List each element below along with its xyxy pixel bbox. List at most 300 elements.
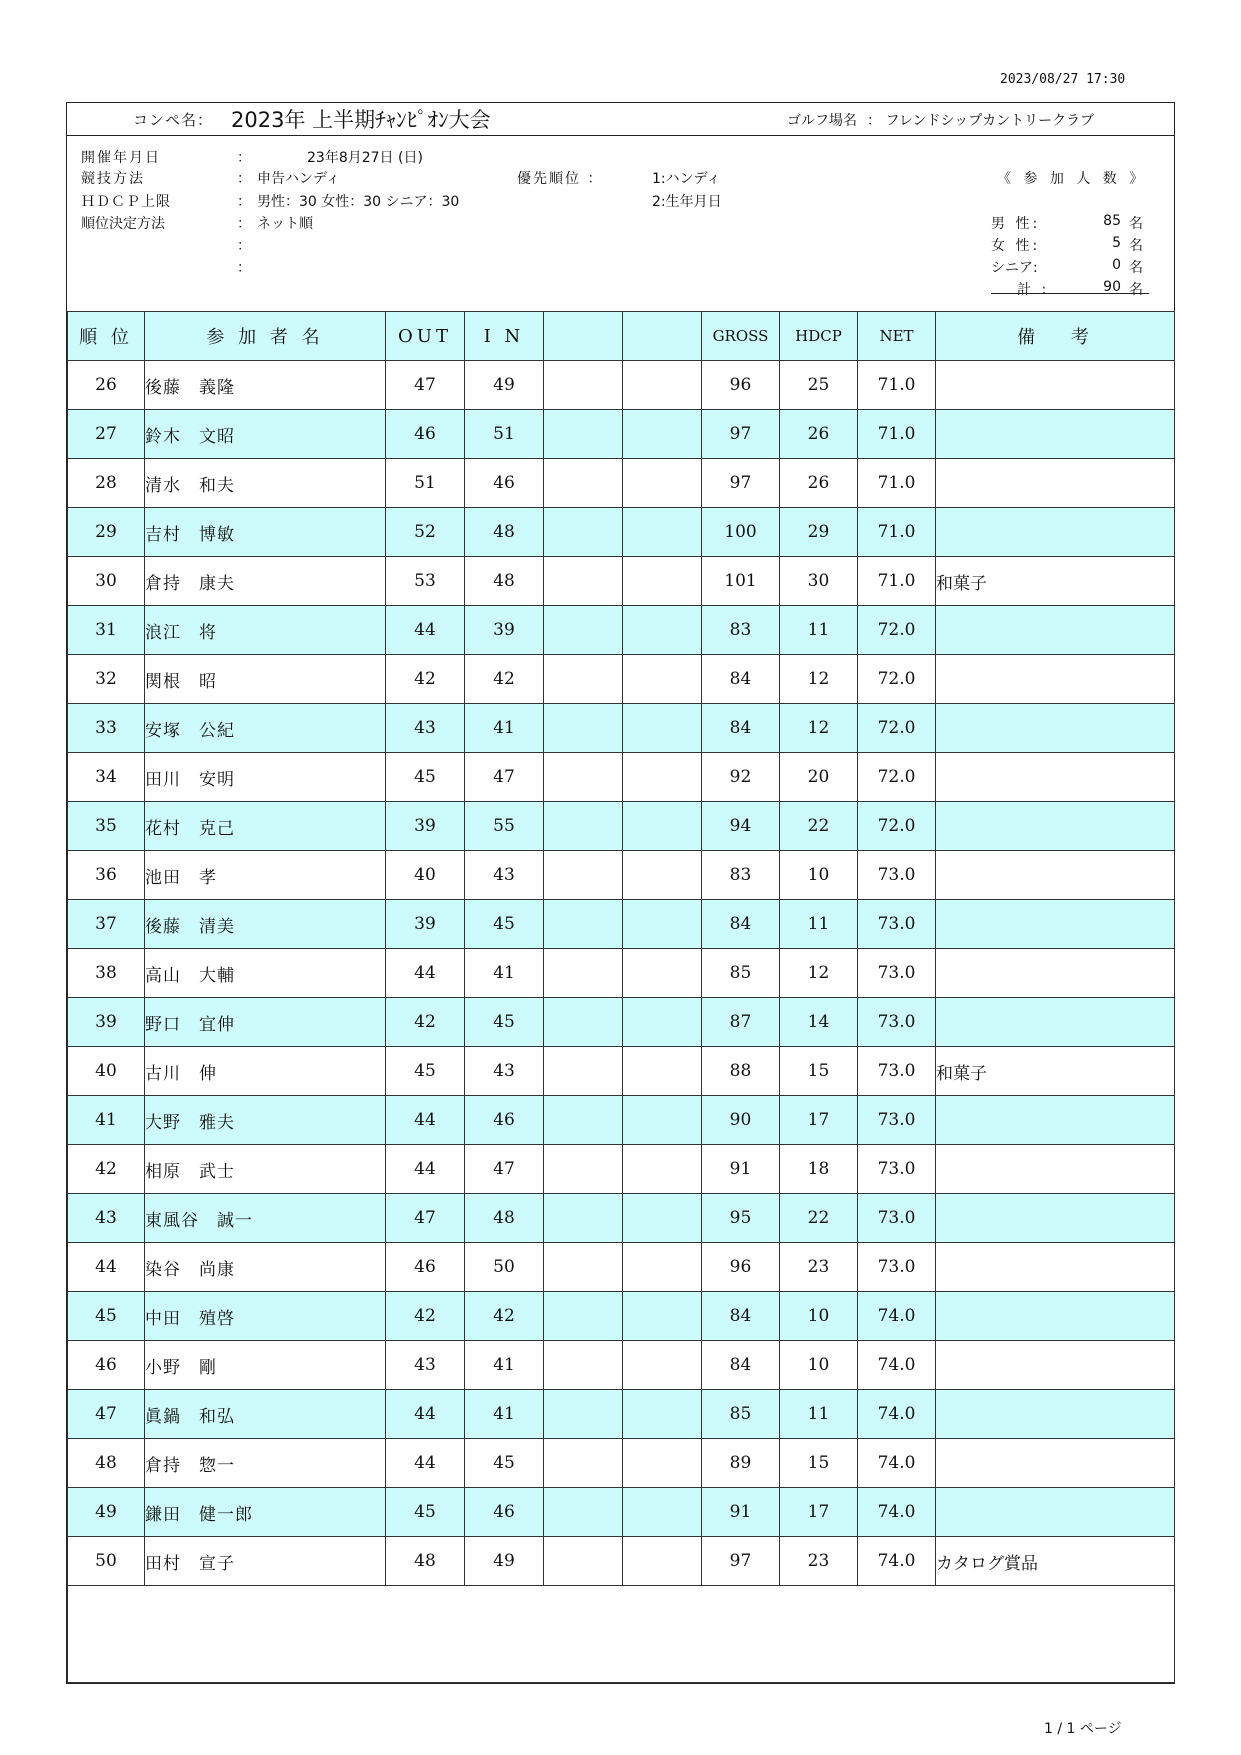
cell-net: 73.0 (858, 998, 936, 1047)
cell-note (936, 949, 1175, 998)
cell-hdcp: 11 (780, 1390, 858, 1439)
cell-hdcp: 10 (780, 1292, 858, 1341)
cell-gross: 100 (702, 508, 780, 557)
cell-blank (623, 753, 702, 802)
cell-blank (544, 1439, 623, 1488)
colon: ： (237, 194, 251, 210)
cell-blank (544, 508, 623, 557)
cell-in-score: 43 (465, 1047, 544, 1096)
cell-name: 安塚 公紀 (145, 704, 386, 753)
cell-blank (544, 655, 623, 704)
cell-gross: 85 (702, 949, 780, 998)
cell-gross: 94 (702, 802, 780, 851)
cell-blank (623, 1537, 702, 1586)
cell-name: 東風谷 誠一 (145, 1194, 386, 1243)
cell-out-score: 47 (386, 361, 465, 410)
colon: ： (237, 171, 251, 187)
cell-out-score: 46 (386, 1243, 465, 1292)
cell-in-score: 45 (465, 900, 544, 949)
ranking-method-label: 順位決定方法 (81, 216, 165, 232)
cell-net: 71.0 (858, 459, 936, 508)
cell-name: 池田 孝 (145, 851, 386, 900)
cell-in-score: 50 (465, 1243, 544, 1292)
results-sheet (66, 102, 1175, 1684)
cell-blank (623, 1390, 702, 1439)
cell-name: 倉持 康夫 (145, 557, 386, 606)
empty-cell (68, 1586, 1175, 1683)
cell-gross: 91 (702, 1145, 780, 1194)
cell-blank (544, 459, 623, 508)
cell-hdcp: 17 (780, 1096, 858, 1145)
cell-blank (544, 1537, 623, 1586)
cell-out-score: 42 (386, 655, 465, 704)
cell-name: 高山 大輔 (145, 949, 386, 998)
cell-net: 72.0 (858, 606, 936, 655)
cell-net: 73.0 (858, 1096, 936, 1145)
cell-blank (544, 949, 623, 998)
hdcp-limit-value: 男性：30 女性：30 シニア：30 (257, 194, 460, 210)
table-header (68, 312, 1175, 361)
cell-in-score: 41 (465, 949, 544, 998)
cell-blank (623, 1341, 702, 1390)
cell-blank (623, 949, 702, 998)
cell-out-score: 53 (386, 557, 465, 606)
cell-out-score: 43 (386, 1341, 465, 1390)
cell-in-score: 41 (465, 1390, 544, 1439)
cell-gross: 83 (702, 851, 780, 900)
cell-gross: 87 (702, 998, 780, 1047)
cell-hdcp: 22 (780, 1194, 858, 1243)
cell-net: 71.0 (858, 508, 936, 557)
cell-in-score: 47 (465, 1145, 544, 1194)
cell-note (936, 1292, 1175, 1341)
cell-net: 73.0 (858, 1243, 936, 1292)
cell-gross: 84 (702, 704, 780, 753)
table-row (68, 753, 1175, 802)
cell-blank (623, 851, 702, 900)
cell-net: 73.0 (858, 851, 936, 900)
cell-blank (623, 1194, 702, 1243)
cell-blank (544, 557, 623, 606)
cell-hdcp: 26 (780, 410, 858, 459)
cell-rank: 46 (68, 1341, 145, 1390)
cell-blank (544, 704, 623, 753)
table-row (68, 949, 1175, 998)
cell-hdcp: 23 (780, 1243, 858, 1292)
cell-gross: 91 (702, 1488, 780, 1537)
cell-gross: 84 (702, 1292, 780, 1341)
cell-net: 74.0 (858, 1390, 936, 1439)
cell-rank: 31 (68, 606, 145, 655)
cell-note (936, 606, 1175, 655)
method-label: 競技方法 (81, 171, 145, 187)
cell-blank (544, 1341, 623, 1390)
cell-out-score: 39 (386, 900, 465, 949)
cell-name: 染谷 尚康 (145, 1243, 386, 1292)
cell-name: 倉持 惣一 (145, 1439, 386, 1488)
cell-rank: 32 (68, 655, 145, 704)
cell-blank (544, 1243, 623, 1292)
cell-out-score: 43 (386, 704, 465, 753)
cell-name: 古川 伸 (145, 1047, 386, 1096)
cell-gross: 84 (702, 1341, 780, 1390)
cell-note (936, 508, 1175, 557)
cell-blank (544, 1047, 623, 1096)
cell-blank (623, 998, 702, 1047)
cell-note (936, 1243, 1175, 1292)
table-row (68, 1341, 1175, 1390)
cell-in-score: 41 (465, 1341, 544, 1390)
cell-in-score: 48 (465, 557, 544, 606)
cell-net: 74.0 (858, 1341, 936, 1390)
cell-hdcp: 17 (780, 1488, 858, 1537)
cell-rank: 29 (68, 508, 145, 557)
cell-out-score: 45 (386, 1047, 465, 1096)
cell-note: 和菓子 (936, 1047, 1175, 1096)
course-label: ゴルフ場名 (787, 113, 857, 129)
cell-rank: 33 (68, 704, 145, 753)
table-row (68, 704, 1175, 753)
cell-in-score: 43 (465, 851, 544, 900)
cell-out-score: 45 (386, 1488, 465, 1537)
cell-out-score: 44 (386, 1096, 465, 1145)
cell-gross: 96 (702, 1243, 780, 1292)
cell-hdcp: 18 (780, 1145, 858, 1194)
cell-gross: 97 (702, 459, 780, 508)
cell-note (936, 459, 1175, 508)
cell-out-score: 48 (386, 1537, 465, 1586)
cell-rank: 42 (68, 1145, 145, 1194)
cell-gross: 97 (702, 410, 780, 459)
cell-rank: 44 (68, 1243, 145, 1292)
cell-out-score: 47 (386, 1194, 465, 1243)
cell-in-score: 49 (465, 1537, 544, 1586)
cell-hdcp: 15 (780, 1439, 858, 1488)
cell-in-score: 45 (465, 998, 544, 1047)
cell-out-score: 39 (386, 802, 465, 851)
male-count: 男 性: 85 名 (991, 213, 1143, 232)
cell-rank: 36 (68, 851, 145, 900)
cell-blank (544, 361, 623, 410)
cell-gross: 84 (702, 655, 780, 704)
cell-name: 眞鍋 和弘 (145, 1390, 386, 1439)
cell-name: 吉村 博敏 (145, 508, 386, 557)
cell-in-score: 47 (465, 753, 544, 802)
cell-rank: 38 (68, 949, 145, 998)
cell-hdcp: 14 (780, 998, 858, 1047)
cell-in-score: 48 (465, 508, 544, 557)
cell-net: 71.0 (858, 361, 936, 410)
cell-blank (623, 802, 702, 851)
cell-gross: 83 (702, 606, 780, 655)
competition-name: 2023年 上半期ﾁｬﾝﾋﾟｵﾝ大会 (231, 108, 491, 132)
cell-blank (544, 753, 623, 802)
cell-blank (544, 900, 623, 949)
table-row (68, 1145, 1175, 1194)
female-count: 女 性: 5 名 (991, 235, 1143, 254)
cell-out-score: 52 (386, 508, 465, 557)
participant-count-title: 《 参 加 人 数 》 (997, 171, 1148, 187)
cell-hdcp: 23 (780, 1537, 858, 1586)
method-value: 申告ハンディ (257, 171, 340, 187)
cell-hdcp: 22 (780, 802, 858, 851)
col-blank (544, 312, 623, 361)
cell-hdcp: 29 (780, 508, 858, 557)
cell-blank (623, 361, 702, 410)
cell-gross: 84 (702, 900, 780, 949)
cell-hdcp: 12 (780, 655, 858, 704)
cell-name: 関根 昭 (145, 655, 386, 704)
cell-blank (544, 1145, 623, 1194)
cell-rank: 50 (68, 1537, 145, 1586)
total-count: 計 : 90 名 (1017, 279, 1143, 298)
cell-net: 73.0 (858, 900, 936, 949)
colon: ： (237, 150, 251, 166)
cell-blank (623, 1096, 702, 1145)
cell-rank: 45 (68, 1292, 145, 1341)
print-timestamp: 2023/08/27 17:30 (1000, 72, 1126, 87)
cell-name: 相原 武士 (145, 1145, 386, 1194)
table-row (68, 1243, 1175, 1292)
cell-hdcp: 20 (780, 753, 858, 802)
cell-net: 71.0 (858, 410, 936, 459)
cell-blank (623, 1243, 702, 1292)
cell-gross: 85 (702, 1390, 780, 1439)
cell-name: 花村 克己 (145, 802, 386, 851)
cell-note (936, 998, 1175, 1047)
cell-blank (544, 802, 623, 851)
cell-in-score: 48 (465, 1194, 544, 1243)
cell-blank (623, 557, 702, 606)
table-row (68, 361, 1175, 410)
cell-rank: 26 (68, 361, 145, 410)
senior-count: シニア: 0 名 (991, 257, 1143, 276)
cell-hdcp: 25 (780, 361, 858, 410)
cell-blank (544, 410, 623, 459)
cell-net: 73.0 (858, 1145, 936, 1194)
cell-blank (623, 508, 702, 557)
cell-rank: 30 (68, 557, 145, 606)
cell-name: 清水 和夫 (145, 459, 386, 508)
cell-blank (544, 851, 623, 900)
cell-blank (623, 704, 702, 753)
colon: ： (237, 260, 251, 276)
ranking-method-value: ネット順 (257, 216, 313, 232)
cell-blank (544, 1390, 623, 1439)
cell-blank (544, 1292, 623, 1341)
cell-blank (623, 1439, 702, 1488)
cell-net: 72.0 (858, 802, 936, 851)
cell-note (936, 655, 1175, 704)
cell-in-score: 55 (465, 802, 544, 851)
cell-out-score: 46 (386, 410, 465, 459)
col-rank: 順 位 (68, 312, 145, 361)
cell-note (936, 1145, 1175, 1194)
cell-out-score: 44 (386, 1145, 465, 1194)
cell-note (936, 361, 1175, 410)
cell-net: 74.0 (858, 1488, 936, 1537)
col-out: OUT (386, 312, 465, 361)
cell-in-score: 46 (465, 459, 544, 508)
cell-net: 72.0 (858, 753, 936, 802)
date-value: 23年8月27日 (日) (307, 150, 423, 166)
cell-in-score: 42 (465, 1292, 544, 1341)
cell-note (936, 1194, 1175, 1243)
cell-name: 鎌田 健一郎 (145, 1488, 386, 1537)
title-bar (67, 103, 1174, 136)
cell-rank: 48 (68, 1439, 145, 1488)
cell-net: 73.0 (858, 1047, 936, 1096)
cell-rank: 39 (68, 998, 145, 1047)
cell-note (936, 1341, 1175, 1390)
cell-net: 73.0 (858, 949, 936, 998)
cell-out-score: 40 (386, 851, 465, 900)
cell-rank: 37 (68, 900, 145, 949)
table-row (68, 900, 1175, 949)
cell-in-score: 39 (465, 606, 544, 655)
col-blank (623, 312, 702, 361)
priority-2: 2:生年月日 (652, 194, 722, 210)
cell-name: 野口 宜伸 (145, 998, 386, 1047)
cell-rank: 27 (68, 410, 145, 459)
cell-note (936, 1439, 1175, 1488)
page-number: 1 / 1 ページ (1044, 1721, 1122, 1737)
cell-hdcp: 26 (780, 459, 858, 508)
cell-note (936, 851, 1175, 900)
cell-blank (623, 459, 702, 508)
cell-blank (623, 1145, 702, 1194)
cell-net: 74.0 (858, 1537, 936, 1586)
cell-hdcp: 10 (780, 1341, 858, 1390)
cell-net: 73.0 (858, 1194, 936, 1243)
cell-blank (544, 998, 623, 1047)
cell-in-score: 45 (465, 1439, 544, 1488)
cell-out-score: 44 (386, 606, 465, 655)
table-row (68, 1194, 1175, 1243)
cell-name: 田川 安明 (145, 753, 386, 802)
colon: ： (237, 238, 251, 254)
cell-blank (544, 1194, 623, 1243)
cell-note (936, 1488, 1175, 1537)
cell-net: 71.0 (858, 557, 936, 606)
cell-gross: 101 (702, 557, 780, 606)
empty-row (68, 1586, 1175, 1683)
cell-gross: 90 (702, 1096, 780, 1145)
cell-blank (623, 606, 702, 655)
cell-net: 72.0 (858, 704, 936, 753)
cell-out-score: 44 (386, 1439, 465, 1488)
table-row (68, 606, 1175, 655)
cell-in-score: 41 (465, 704, 544, 753)
table-row (68, 1096, 1175, 1145)
cell-gross: 89 (702, 1439, 780, 1488)
cell-note (936, 802, 1175, 851)
cell-gross: 95 (702, 1194, 780, 1243)
table-row (68, 1047, 1175, 1096)
cell-hdcp: 30 (780, 557, 858, 606)
cell-net: 74.0 (858, 1292, 936, 1341)
table-row (68, 459, 1175, 508)
cell-hdcp: 11 (780, 900, 858, 949)
cell-out-score: 42 (386, 1292, 465, 1341)
priority-label: 優先順位 ： (517, 171, 604, 187)
cell-out-score: 44 (386, 949, 465, 998)
cell-note: カタログ賞品 (936, 1537, 1175, 1586)
cell-rank: 43 (68, 1194, 145, 1243)
priority-1: 1:ハンディ (652, 171, 721, 187)
cell-in-score: 51 (465, 410, 544, 459)
col-note: 備 考 (936, 312, 1175, 361)
cell-name: 田村 宣子 (145, 1537, 386, 1586)
col-in: I N (465, 312, 544, 361)
cell-rank: 47 (68, 1390, 145, 1439)
table-row (68, 1537, 1175, 1586)
col-hdcp: HDCP (780, 312, 858, 361)
cell-in-score: 46 (465, 1488, 544, 1537)
cell-note (936, 704, 1175, 753)
colon: ： (237, 216, 251, 232)
cell-net: 72.0 (858, 655, 936, 704)
cell-name: 浪江 将 (145, 606, 386, 655)
date-label: 開催年月日 (81, 150, 161, 166)
table-row (68, 802, 1175, 851)
results-table (67, 311, 1175, 1683)
cell-note (936, 410, 1175, 459)
cell-net: 74.0 (858, 1439, 936, 1488)
cell-gross: 97 (702, 1537, 780, 1586)
cell-hdcp: 10 (780, 851, 858, 900)
cell-note (936, 1390, 1175, 1439)
cell-note (936, 1096, 1175, 1145)
table-row (68, 655, 1175, 704)
competition-info (67, 135, 1174, 312)
cell-out-score: 45 (386, 753, 465, 802)
cell-blank (623, 1292, 702, 1341)
cell-rank: 41 (68, 1096, 145, 1145)
cell-blank (623, 1047, 702, 1096)
table-row (68, 1390, 1175, 1439)
table-row (68, 557, 1175, 606)
cell-name: 大野 雅夫 (145, 1096, 386, 1145)
table-row (68, 998, 1175, 1047)
cell-blank (544, 606, 623, 655)
col-name: 参 加 者 名 (145, 312, 386, 361)
cell-name: 後藤 清美 (145, 900, 386, 949)
cell-blank (623, 900, 702, 949)
cell-rank: 28 (68, 459, 145, 508)
cell-hdcp: 12 (780, 704, 858, 753)
table-row (68, 1292, 1175, 1341)
col-gross: GROSS (702, 312, 780, 361)
cell-name: 後藤 義隆 (145, 361, 386, 410)
table-row (68, 1439, 1175, 1488)
table-row (68, 508, 1175, 557)
col-net: NET (858, 312, 936, 361)
cell-out-score: 51 (386, 459, 465, 508)
cell-blank (544, 1096, 623, 1145)
cell-blank (623, 410, 702, 459)
course-name: ： フレンドシップカントリークラブ (867, 113, 1095, 129)
cell-name: 中田 殖啓 (145, 1292, 386, 1341)
table-row (68, 1488, 1175, 1537)
cell-out-score: 44 (386, 1390, 465, 1439)
cell-hdcp: 11 (780, 606, 858, 655)
cell-hdcp: 15 (780, 1047, 858, 1096)
hdcp-limit-label: ＨＤＣＰ上限 (81, 194, 171, 210)
cell-rank: 35 (68, 802, 145, 851)
table-row (68, 410, 1175, 459)
cell-blank (623, 655, 702, 704)
